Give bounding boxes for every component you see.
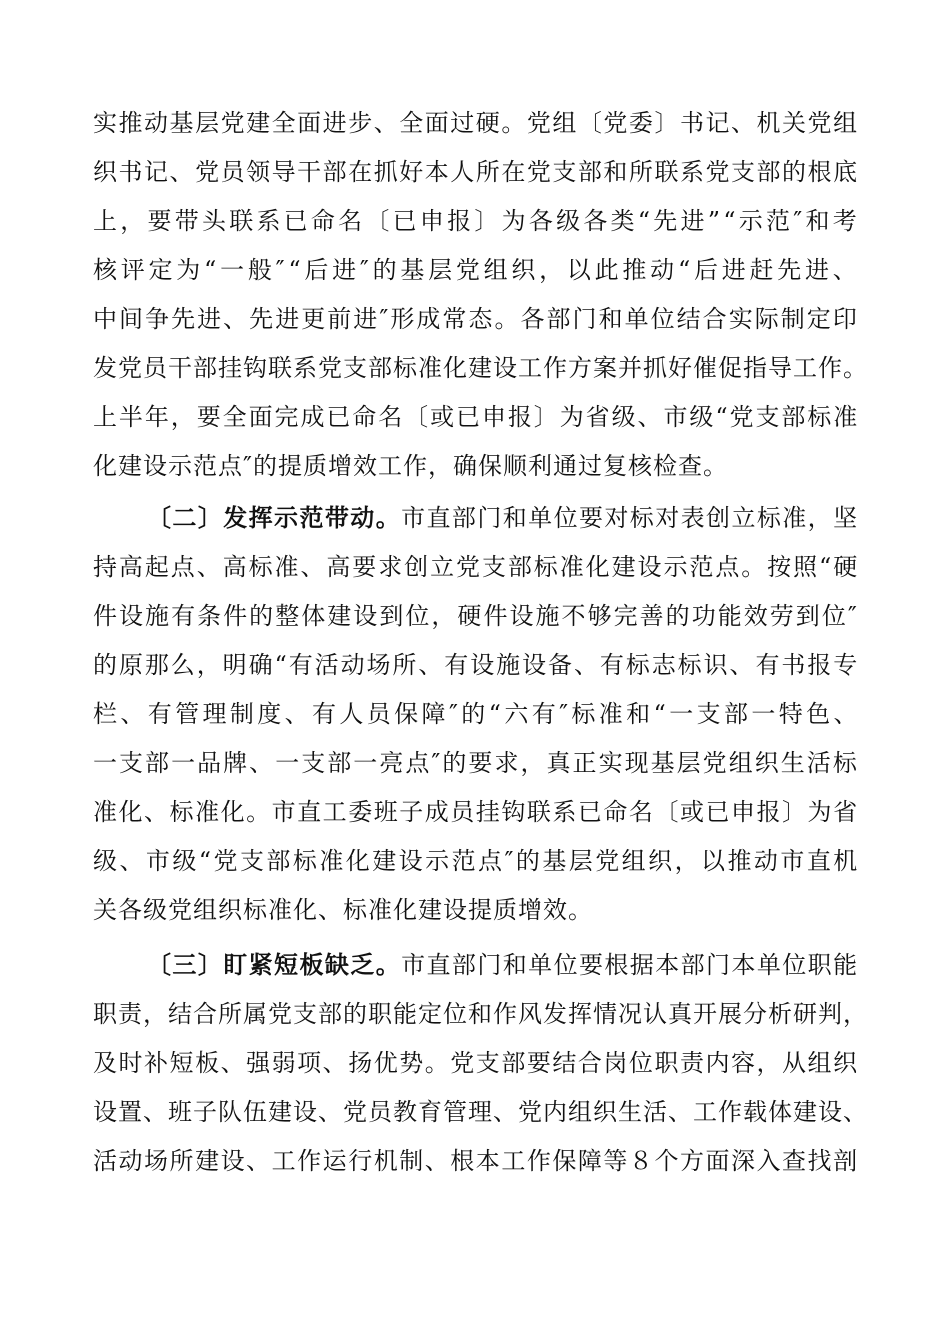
text-line: 及时补短板、强弱项、扬优势。党支部要结合岗位职责内容，从组织 <box>93 1049 859 1077</box>
text-span: 市直部门和单位要根据本部门本单位职能 <box>401 951 859 979</box>
text-line: 关各级党组织标准化、标准化建设提质增效。 <box>93 896 593 924</box>
text-line <box>147 503 859 533</box>
text-line: 件设施有条件的整体建设到位，硬件设施不够完善的功能效劳到位″ <box>93 602 859 630</box>
text-line: 准化、标准化。市直工委班子成员挂钩联系已命名〔或已申报〕为省 <box>93 798 859 826</box>
text-line: 实推动基层党建全面进步、全面过硬。党组〔党委〕书记、机关党组 <box>93 109 859 137</box>
text-line: 职责，结合所属党支部的职能定位和作风发挥情况认真开展分析研判， <box>93 1000 868 1028</box>
text-span: 市直部门和单位要对标对表创立标准，坚 <box>401 504 859 532</box>
text-line: 上半年，要全面完成已命名〔或已申报〕为省级、市级“党支部标准 <box>93 403 860 431</box>
text-line: 一支部一品牌、一支部一亮点″的要求，真正实现基层党组织生活标 <box>93 749 859 777</box>
text-line: 设置、班子队伍建设、党员教育管理、党内组织生活、工作载体建设、 <box>93 1098 868 1126</box>
text-line: 活动场所建设、工作运行机制、根本工作保障等８个方面深入查找剖 <box>93 1147 859 1175</box>
text-line: 中间争先进、先进更前进″形成常态。各部门和单位结合实际制定印 <box>93 305 859 333</box>
section-heading: 〔三〕盯紧短板缺乏。 <box>147 950 402 979</box>
text-line: 上，要带头联系已命名〔已申报〕为各级各类“先进”“示范″和考 <box>93 207 860 235</box>
section-heading: 〔二〕发挥示范带动。 <box>147 503 402 532</box>
text-line: 持高起点、高标准、高要求创立党支部标准化建设示范点。按照“硬 <box>93 553 860 581</box>
text-line <box>147 950 859 980</box>
text-line: 织书记、党员领导干部在抓好本人所在党支部和所联系党支部的根底 <box>93 158 859 186</box>
text-line: 级、市级“党支部标准化建设示范点″的基层党组织，以推动市直机 <box>93 847 860 875</box>
text-line: 的原那么，明确“有活动场所、有设施设备、有标志标识、有书报专 <box>93 651 860 679</box>
text-line: 栏、有管理制度、有人员保障″的“六有″标准和“一支部一特色、 <box>93 700 861 728</box>
text-line: 化建设示范点″的提质增效工作，确保顺利通过复核检查。 <box>93 452 728 480</box>
text-line: 核评定为“一般″“后进″的基层党组织，以此推动“后进赶先进、 <box>93 256 861 284</box>
text-line: 发党员干部挂钩联系党支部标准化建设工作方案并抓好催促指导工作。 <box>93 354 868 382</box>
